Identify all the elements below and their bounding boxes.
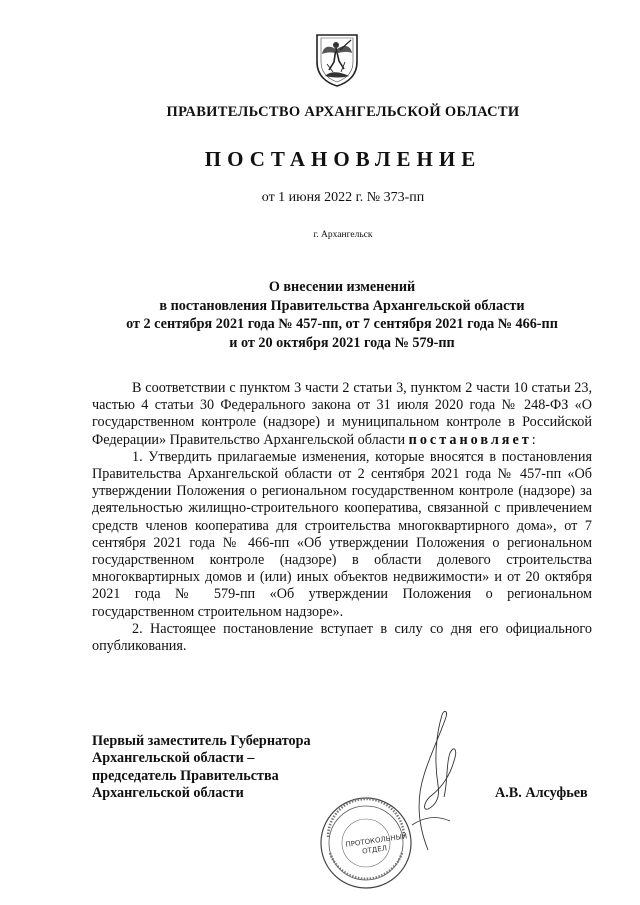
item-2-paragraph: 2. Настоящее постановление вступает в силу со дня его официального опубликования. [92,620,592,655]
organization-name: ПРАВИТЕЛЬСТВО АРХАНГЕЛЬСКОЙ ОБЛАСТИ [166,104,520,120]
signer-position-line: Первый заместитель Губернатора [92,733,311,749]
document-body [92,380,592,655]
subject-line: и от 20 октября 2021 года № 579-пп [229,334,455,351]
signer-position-line: Архангельской области – [92,750,255,767]
item-1-paragraph: 1. Утвердить прилагаемые изменения, которые вносятся в постановления Правительства Архангельской области от 2 сентября 2021 года № 457-пп «Об утверждении Положения о региональном государственном контроле (надзоре) за деятельностью жилищно-строительного кооператива, связанной с привлечением средств членов кооператива для строительства многоквартирного дома», от 7 сентября 2021 года № 466-пп «Об утверждении Положения о региональном государственном контроле (надзоре) в области долевого строительства многоквартирных домов и (или) иных объектов недвижимости» и от 20 октября 2021 года № 579-пп «Об утверждении Положения о региональном государственном строительном надзоре». [92,448,592,620]
signer-name: А.В. Алсуфьев [495,785,588,801]
subject-line: от 2 сентября 2021 года № 457-пп, от 7 сентября 2021 года № 466-пп [126,316,558,332]
document-city: г. Архангельск [313,230,373,240]
subject-line: в постановления Правительства Архангельской области [159,297,525,314]
decrees-word: постановляет [408,431,532,448]
signer-position-line: Архангельской области [92,785,244,802]
subject-line: О внесении изменений [268,279,416,295]
signer-position [92,733,311,803]
signer-position-line: председатель Правительства [92,767,279,784]
decrees-colon: : [531,431,536,448]
document-date-number: от 1 июня 2022 г. № 373-пп [261,190,425,205]
preamble-paragraph [92,380,592,449]
preamble-text: В соответствии с пунктом 3 части 2 статьи 3, пунктом 2 части 10 статьи 23, частью 4 статьи 30 Федерального закона от 31 июля 2020 года № 248-ФЗ «О государственном контроле (надзоре) и муниципальном контроле в Российской Федерации» Правительство Архангельской области [92,380,592,448]
stamp-text: ПРОТОКОЛЬНЫЙ ОТДЕЛ [345,832,408,856]
document-subject [92,278,592,352]
protocol-department-stamp-icon [318,795,414,891]
arkhangelsk-coat-of-arms-icon [313,32,361,88]
document-type-title: ПОСТАНОВЛЕНИЕ [204,147,482,171]
